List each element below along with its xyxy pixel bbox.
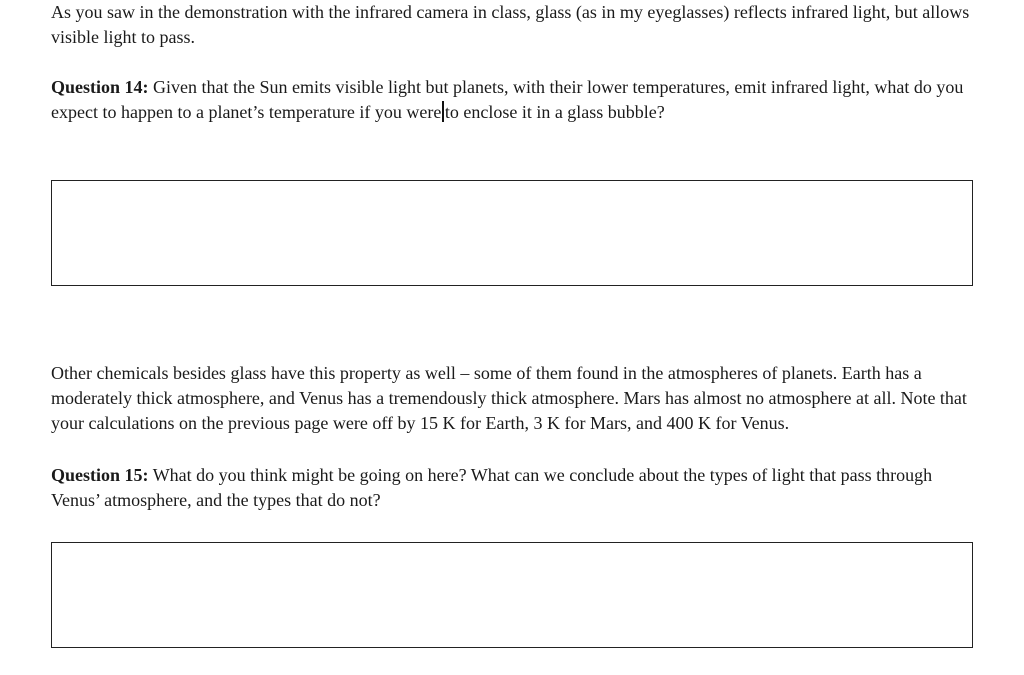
intro-paragraph: As you saw in the demonstration with the infrared camera in class, glass (as in my eyeglasses) reflects infrared light, but allows visible light to pass. (51, 2, 970, 47)
question-14-text-end: to enclose it in a glass bubble? (444, 102, 665, 122)
question-14-text-start: Given that the Sun emits visible light but planets, with their lower temperatures, emit infrared light, what do you expect to happen to a planet’s temperature if you were (51, 77, 964, 122)
question-15 (51, 463, 976, 513)
question-15-label: Question 15: (51, 465, 149, 485)
question-15-text: What do you think might be going on here? What can we conclude about the types of light that pass through Venus’ atmosphere, and the types that do not? (51, 465, 933, 510)
question-15-answer-box[interactable] (51, 542, 973, 648)
question-14 (51, 75, 976, 125)
context-paragraph: Other chemicals besides glass have this property as well – some of them found in the atmospheres of planets. Earth has a moderately thick atmosphere, and Venus has a tremendously thick atmosphere. Mars has almost no atmosphere at all. Note that your calculations on the previous page were off by 15 K for Earth, 3 K for Mars, and 400 K for Venus. (51, 363, 967, 433)
text-cursor (442, 101, 444, 122)
question-14-label: Question 14: (51, 77, 149, 97)
question-14-answer-box[interactable] (51, 180, 973, 286)
